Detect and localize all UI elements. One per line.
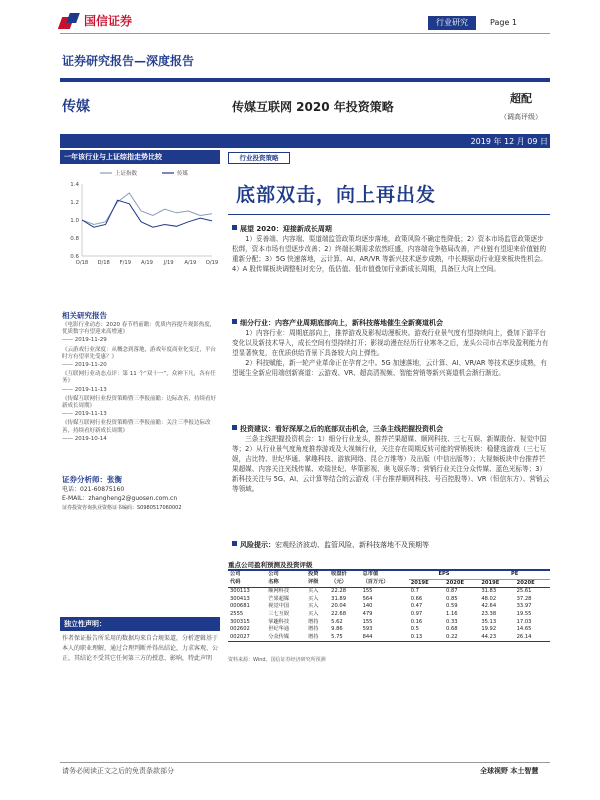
table-header-cell: 2019E <box>479 579 514 588</box>
bullet-heading: 细分行业：内容产业周期底部向上，新科技落地催生全新赛道机会 <box>232 318 550 328</box>
table-cell: 0.47 <box>410 603 423 610</box>
table-cell: 分众传媒 <box>268 633 290 640</box>
table-header-cell: PE <box>479 571 550 579</box>
bullet-risk <box>232 540 550 550</box>
table-row <box>228 611 550 619</box>
bullet-square-icon <box>232 541 237 546</box>
guosen-logo <box>60 12 132 29</box>
related-report-date: —— 2019-11-20 <box>62 362 107 369</box>
bullet-paragraph: 2）科技赋能，新一轮产业革命正在孕育之中。5G 加速落地，云计算、AI、VR/AR 等技术逐步成熟，有望诞生全新应用端创新赛道：云游戏、VR、超高清视频、智能营销等新兴赛道机会渐行渐近。 <box>232 359 547 377</box>
table-cell: 5.62 <box>331 618 343 625</box>
related-report-title: 《传媒互联网行业投资策略暨三季报前瞻：关注三季报边际改善，持续看好新成长周期》 <box>62 420 211 434</box>
table-cell: 视觉中国 <box>268 603 290 610</box>
bullet-square-icon <box>232 319 237 324</box>
table-header-cell: 2019E <box>409 579 444 588</box>
table-header-row <box>228 579 550 588</box>
table-header-cell: 收盘价 <box>331 571 347 578</box>
table-cell: 300413 <box>230 595 250 602</box>
earnings-table <box>228 571 550 642</box>
table-header-cell: 公司 <box>268 571 279 578</box>
series-line <box>82 193 212 225</box>
table-header-cell: 名称 <box>266 579 306 588</box>
table-header-cell: 总市值 <box>362 571 379 578</box>
bullet-paragraph: 1）内容行业：周期底部向上，推荐游戏及影视动漫板块。游戏行业景气度有望持续向上，叠加下游平台变化以及新技术导入，成长空间有望持续打开；影视动漫在经历行业寒冬之后，龙头公司市占率及盈利能力有望显著恢复，在优质供给背景下具备较大向上弹性。 <box>232 329 549 357</box>
bullet-investment <box>232 424 550 494</box>
table-cell: 0.68 <box>446 626 458 633</box>
table-cell: 增持 <box>308 633 319 640</box>
table-cell: 22.28 <box>331 588 346 595</box>
x-tick-label: J/19 <box>163 260 174 266</box>
analyst-cert: 证券投资咨询执业资格证书编码：S0980517060002 <box>62 505 182 511</box>
x-tick-label: D/18 <box>97 260 110 266</box>
related-report-date: —— 2019-10-14 <box>62 435 107 442</box>
table-cell: 564 <box>362 595 373 602</box>
table-cell: 300315 <box>230 618 250 625</box>
bullet-paragraph: 1）妥善端、内容端、渠道端监管政策均逐步落地，政策风险不确定性降低；2）资本市场监管政策逐步松绑，资本市场有望逐步改善；2）终端长期需求依然旺盛，内容端竞争格局改善，产业链有望迎来价值链的重新分配；3）5G 快速落地，云计算、AI、AR/VR 等新兴技术逐步成熟，中长期驱动行业迎来板块性机会。4）A 股传媒板块调整相对充分，低估值、低市值叠加行业新成长周期，具备巨大向上空间。 <box>232 235 547 273</box>
bullet-square-icon <box>232 425 237 430</box>
industry-tag: 行业投资策略 <box>228 152 290 164</box>
analyst-title: 证券分析师：张衡 <box>62 475 122 484</box>
report-subtitle: 传媒互联网 2020 年投资策略 <box>232 100 394 114</box>
table-cell: 顺网科技 <box>268 588 290 595</box>
x-tick-label: F/19 <box>119 260 132 266</box>
table-cell: 593 <box>362 626 373 633</box>
table-row <box>228 603 550 611</box>
table-cell: 17.03 <box>516 618 532 625</box>
table-header-row <box>228 571 550 579</box>
table-cell: 002027 <box>230 633 250 640</box>
bullet-heading: 风险提示：宏观经济波动、监管风险、新科技落地不及预期等 <box>232 540 550 550</box>
table-cell: 48.02 <box>481 595 497 602</box>
table-cell: 35.13 <box>481 618 497 625</box>
related-report-date: —— 2019-11-29 <box>62 337 107 344</box>
table-source: 资料来源：Wind、国信证券经济研究所预测 <box>228 657 326 663</box>
table-cell: 增持 <box>308 626 319 633</box>
table-cell: 买入 <box>308 610 319 617</box>
table-cell: 0.87 <box>446 588 458 595</box>
table-cell: 世纪华通 <box>268 626 290 633</box>
table-cell: 42.64 <box>481 603 497 610</box>
report-type: 证券研究报告—深度报告 <box>62 54 195 68</box>
sector-name: 传媒 <box>62 99 90 115</box>
table-cell: 140 <box>362 603 373 610</box>
table-cell: 0.13 <box>410 633 423 640</box>
bullet-heading: 展望 2020：迎接新成长周期 <box>232 224 550 234</box>
related-report-title: 《互联网行业动态点评：第 11 个“双十一”，众神下凡，各有任务》 <box>62 371 216 385</box>
table-header-cell: 评级 <box>306 579 329 588</box>
analyst-phone: 电话：021-60875160 <box>62 486 125 493</box>
independence-title: 独立性声明： <box>60 617 220 631</box>
table-cell: 0.97 <box>410 610 423 617</box>
table-cell: 增持 <box>308 618 319 625</box>
bullet-segments <box>232 318 550 378</box>
related-report-title: 《电影行业动态：2020 春节档前瞻：优质内容提升观影热度，优质数字有望迎来高增速》 <box>62 322 216 336</box>
y-tick-label: 1.4 <box>70 182 79 188</box>
table-cell: 23.38 <box>481 610 497 617</box>
table-cell: 9.86 <box>331 626 343 633</box>
chart-title: 一年该行业与上证综指走势比较 <box>60 150 220 164</box>
table-cell: 5.75 <box>331 633 343 640</box>
table-header-cell: （百万元） <box>361 579 409 588</box>
table-cell: 14.65 <box>516 626 532 633</box>
table-cell: 479 <box>362 610 373 617</box>
table-cell: 2555 <box>230 610 244 617</box>
x-tick-label: A/19 <box>141 260 153 266</box>
table-cell: 844 <box>362 633 373 640</box>
y-tick-label: 0.8 <box>70 236 79 242</box>
table-cell: 31.83 <box>481 588 497 595</box>
rating-change: （调高评级） <box>500 113 542 121</box>
bullet-square-icon <box>232 225 237 230</box>
table-row <box>228 634 550 642</box>
table-cell: 0.33 <box>446 618 458 625</box>
related-report-date: —— 2019-11-13 <box>62 386 107 393</box>
table-cell: 22.68 <box>331 610 346 617</box>
table-header-cell: EPS <box>409 571 480 579</box>
y-tick-label: 0.6 <box>70 254 79 260</box>
table-cell: 买入 <box>308 603 319 610</box>
footer-divider <box>60 762 550 763</box>
x-tick-label: A/19 <box>184 260 197 266</box>
related-reports-list <box>62 322 220 445</box>
logo-text: 国信证券 <box>84 14 133 28</box>
table-cell: 1.16 <box>446 610 458 617</box>
table-cell: 000681 <box>230 603 250 610</box>
table-cell: 0.16 <box>410 618 423 625</box>
y-tick-label: 1.0 <box>70 218 79 224</box>
table-row <box>228 588 550 596</box>
table-header-cell: 2020E <box>444 579 479 588</box>
table-title: 重点公司盈利预测及投资评级 <box>228 561 313 569</box>
table-header-cell: （元） <box>329 579 360 588</box>
table-cell: 155 <box>362 618 373 625</box>
table-cell: 0.59 <box>446 603 458 610</box>
headline: 底部双击，向上再出发 <box>236 184 437 206</box>
table-cell: 33.97 <box>516 603 532 610</box>
bullet-paragraph: 三条主线把握投资机会：1）细分行业龙头，推荐芒果超媒、顺网科技、三七互娱、新媒股份、视觉中国等；2）从行业景气度角度推荐游戏及大视频行业，关注存在周期反转可能的营销板块：稳健选游戏（三七互娱，吉比特、世纪华通、掌趣科技、游族网络、昆仑万维等）及出版（中信出版等）；大视频板块中台推荐芒果超媒、内容关注光线传媒、欢瑞世纪、华策影视、奥飞娱乐等；营销行业关注分众传媒、蓝色光标等；3）新科技关注与 5G、AI、云计算等结合的云游戏（平台推荐顺网科技、号百控股等）、VR（恒信东方）、营销云等领域。 <box>232 435 550 493</box>
table-row <box>228 626 550 634</box>
footer-slogan: 全球视野 本土智慧 <box>480 767 539 775</box>
page-number: Page 1 <box>490 18 517 27</box>
table-cell: 芒果超媒 <box>268 595 290 602</box>
table-cell: 44.23 <box>481 633 497 640</box>
table-cell: 155 <box>362 588 373 595</box>
x-tick-label: O/19 <box>205 260 219 266</box>
table-cell: 19.92 <box>481 626 497 633</box>
category-tag: 行业研究 <box>428 16 476 30</box>
table-cell: 002602 <box>230 626 250 633</box>
table-cell: 0.5 <box>410 626 419 633</box>
table-cell: 掌趣科技 <box>268 618 290 625</box>
related-report-date: —— 2019-11-13 <box>62 411 107 418</box>
table-cell: 19.55 <box>516 610 532 617</box>
bullet-heading: 投资建议：看好深厚之后的底部双击机会，三条主线把握投资机会 <box>232 424 550 434</box>
table-cell: 31.89 <box>331 595 346 602</box>
table-cell: 买入 <box>308 588 319 595</box>
table-header-cell: 代码 <box>228 579 266 588</box>
legend-label: 传媒 <box>177 171 189 177</box>
title-divider <box>60 78 550 82</box>
x-tick-label: O/18 <box>75 260 89 266</box>
footer-disclaimer: 请务必阅读正文之后的免责条款部分 <box>62 767 174 775</box>
table-header-cell: 投资 <box>308 571 319 578</box>
bullet-outlook <box>232 224 550 274</box>
trend-chart <box>60 166 220 274</box>
report-date: 2019 年 12 月 09 日 <box>470 137 548 146</box>
table-cell: 0.22 <box>446 633 458 640</box>
table-cell: 三七互娱 <box>268 610 290 617</box>
table-cell: 0.7 <box>410 588 419 595</box>
table-cell: 26.14 <box>516 633 532 640</box>
table-header-cell: 公司 <box>230 571 241 578</box>
y-tick-label: 1.2 <box>70 200 79 206</box>
table-cell: 20.04 <box>331 603 346 610</box>
related-reports-title: 相关研究报告 <box>62 311 107 320</box>
logo-icon <box>60 13 80 29</box>
header-divider <box>60 33 550 34</box>
table-cell: 0.66 <box>410 595 423 602</box>
table-cell: 37.28 <box>516 595 532 602</box>
related-report-title: 《云游戏行业深度：从概念到落地，游戏年度商业化变迁，平台时方有望率先受惠？》 <box>62 346 217 360</box>
table-cell: 买入 <box>308 595 319 602</box>
table-cell: 25.61 <box>516 588 532 595</box>
rating: 超配 <box>510 92 532 105</box>
analyst-email: E-MAIL：zhangheng2@guosen.com.cn <box>62 495 178 502</box>
legend-label: 上证指数 <box>115 171 138 177</box>
headline-divider <box>228 214 550 215</box>
table-cell: 300113 <box>230 588 250 595</box>
independence-text: 作者保证报告所采用的数据均来自合规渠道，分析逻辑基于本人的职业理解，通过合理判断并得出结论，力求客观、公正，其结论不受其它任何第三方的授意、影响，特此声明 <box>62 635 219 662</box>
table-cell: 0.85 <box>446 595 458 602</box>
table-header-cell: 2020E <box>515 579 550 588</box>
related-report-title: 《传媒互联网行业投资策略暨三季报前瞻：边际改善，持续看好新成长周期》 <box>62 395 217 410</box>
